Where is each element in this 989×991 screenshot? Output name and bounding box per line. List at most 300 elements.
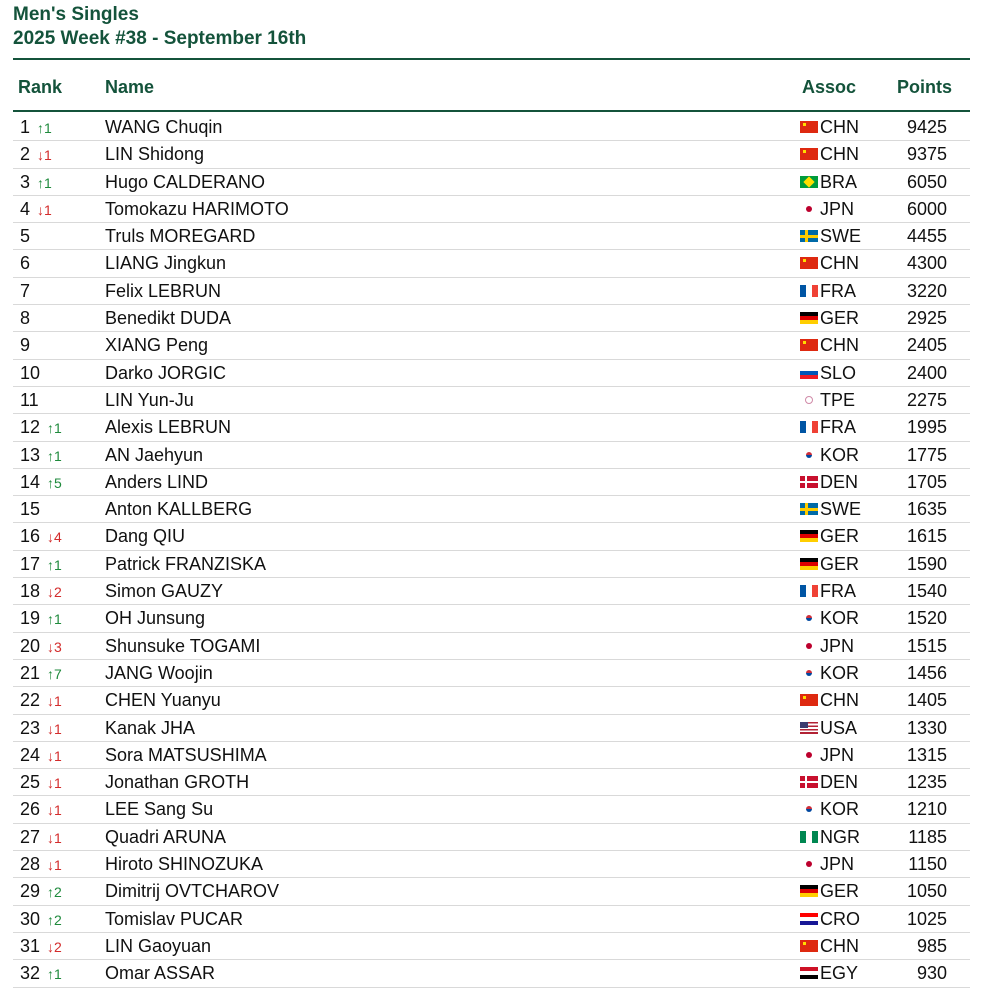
arrow-glyph: ↑ bbox=[37, 120, 45, 136]
points-cell: 1025 bbox=[906, 908, 947, 929]
table-row[interactable] bbox=[13, 551, 970, 578]
rank-change-value: 1 bbox=[54, 829, 62, 846]
table-row[interactable] bbox=[13, 578, 970, 605]
points-cell: 930 bbox=[916, 963, 947, 984]
rank-cell bbox=[20, 660, 62, 687]
assoc-code: CHN bbox=[820, 117, 859, 137]
assoc-code: DEN bbox=[820, 772, 859, 793]
rank-number: 15 bbox=[20, 499, 41, 520]
rank-cell bbox=[20, 196, 52, 223]
rank-change-value: 1 bbox=[54, 420, 62, 437]
rank-number: 1 bbox=[20, 117, 31, 137]
rank-cell bbox=[20, 169, 52, 196]
assoc-code: NGR bbox=[820, 826, 860, 847]
rank-cell bbox=[20, 360, 40, 386]
player-name-link[interactable]: Anders LIND bbox=[105, 471, 209, 492]
rank-change-value: 2 bbox=[54, 938, 62, 955]
page-subtitle: 2025 Week #38 - September 16th bbox=[13, 28, 307, 49]
rank-change-value: 1 bbox=[54, 775, 62, 792]
rank-change-value: 7 bbox=[54, 665, 62, 682]
assoc-code: CHN bbox=[820, 935, 859, 956]
table-row[interactable] bbox=[13, 933, 970, 960]
assoc-cell bbox=[800, 769, 858, 795]
rank-cell bbox=[20, 414, 62, 441]
rank-number: 21 bbox=[20, 662, 41, 683]
kor-flag-icon bbox=[800, 667, 818, 679]
assoc-code: CHN bbox=[820, 144, 859, 165]
points-cell: 2400 bbox=[906, 362, 947, 383]
fra-flag-icon bbox=[800, 585, 818, 597]
rank-cell bbox=[20, 796, 62, 823]
points-cell: 1775 bbox=[906, 444, 947, 465]
table-row[interactable] bbox=[13, 960, 970, 987]
player-name-link[interactable]: Anton KALLBERG bbox=[105, 499, 253, 520]
points-cell: 1150 bbox=[908, 854, 947, 875]
rank-cell bbox=[20, 605, 62, 632]
assoc-cell bbox=[800, 605, 859, 631]
table-row[interactable] bbox=[13, 332, 970, 359]
table-row[interactable] bbox=[13, 114, 970, 141]
assoc-code: FRA bbox=[820, 417, 856, 438]
assoc-cell bbox=[800, 742, 854, 768]
arrow-glyph: ↓ bbox=[47, 747, 55, 764]
rank-number: 31 bbox=[20, 935, 41, 956]
table-row[interactable] bbox=[13, 469, 970, 496]
assoc-cell bbox=[800, 305, 859, 331]
rank-down-icon bbox=[37, 202, 52, 218]
assoc-code: GER bbox=[820, 881, 860, 902]
table-row[interactable] bbox=[13, 523, 970, 550]
rank-cell bbox=[20, 387, 39, 413]
ger-flag-icon bbox=[800, 312, 818, 324]
rank-number: 16 bbox=[20, 526, 41, 547]
ranking-table-body bbox=[13, 114, 970, 988]
rank-cell bbox=[20, 332, 30, 358]
arrow-glyph: ↓ bbox=[47, 857, 55, 874]
rank-up-icon bbox=[47, 666, 62, 682]
player-name-link[interactable]: Quadri ARUNA bbox=[105, 826, 227, 847]
rank-number: 26 bbox=[20, 799, 41, 820]
rank-up-icon bbox=[47, 475, 62, 491]
column-header-points[interactable]: Points bbox=[897, 77, 953, 97]
rank-up-icon bbox=[47, 912, 62, 928]
jpn-flag-icon bbox=[800, 203, 818, 215]
assoc-code: KOR bbox=[820, 662, 860, 683]
rank-up-icon bbox=[47, 448, 62, 464]
points-cell: 1235 bbox=[906, 772, 947, 793]
rank-down-icon bbox=[47, 775, 62, 791]
assoc-code: SWE bbox=[820, 499, 862, 520]
rank-up-icon bbox=[37, 120, 52, 136]
assoc-code: CRO bbox=[820, 908, 860, 929]
assoc-cell bbox=[800, 469, 858, 495]
jpn-flag-icon bbox=[800, 640, 818, 652]
column-header-assoc[interactable]: Assoc bbox=[802, 77, 857, 97]
rank-cell bbox=[20, 250, 30, 276]
assoc-code: JPN bbox=[820, 744, 855, 765]
assoc-code: SWE bbox=[820, 226, 862, 247]
assoc-cell bbox=[800, 633, 854, 659]
points-cell: 2275 bbox=[906, 389, 947, 410]
rank-number: 13 bbox=[20, 444, 41, 465]
player-name-link[interactable]: Dimitrij OVTCHAROV bbox=[105, 881, 279, 902]
rank-number: 23 bbox=[20, 717, 41, 738]
assoc-cell bbox=[800, 250, 859, 276]
table-row[interactable] bbox=[13, 169, 970, 196]
table-row[interactable] bbox=[13, 633, 970, 660]
rank-cell bbox=[20, 223, 30, 249]
assoc-code: JPN bbox=[820, 854, 855, 875]
arrow-glyph: ↑ bbox=[37, 174, 45, 191]
rank-number: 32 bbox=[20, 963, 41, 984]
rank-change-value: 2 bbox=[54, 911, 62, 928]
table-row[interactable] bbox=[13, 414, 970, 441]
rank-number: 6 bbox=[20, 253, 31, 274]
assoc-cell bbox=[800, 687, 859, 713]
arrow-glyph: ↓ bbox=[47, 720, 55, 737]
player-name-link[interactable]: XIANG Peng bbox=[105, 335, 209, 356]
swe-flag-icon bbox=[800, 503, 818, 515]
player-name-link[interactable]: LIN Gaoyuan bbox=[105, 935, 212, 956]
rank-cell bbox=[20, 442, 62, 469]
points-cell: 1315 bbox=[906, 744, 947, 765]
rank-change-value: 5 bbox=[54, 474, 62, 491]
fra-flag-icon bbox=[800, 285, 818, 297]
table-row[interactable] bbox=[13, 851, 970, 878]
arrow-glyph: ↑ bbox=[47, 556, 55, 573]
points-cell: 1540 bbox=[906, 581, 947, 602]
points-cell: 2405 bbox=[906, 335, 947, 356]
assoc-code: JPN bbox=[820, 198, 855, 219]
rank-cell bbox=[20, 960, 62, 987]
chn-flag-icon bbox=[800, 339, 818, 351]
rank-cell bbox=[20, 469, 62, 496]
player-name-link[interactable]: Shunsuke TOGAMI bbox=[105, 635, 261, 656]
player-name-link[interactable]: Alexis LEBRUN bbox=[105, 417, 232, 438]
player-name-link[interactable]: JANG Woojin bbox=[105, 662, 213, 683]
assoc-cell bbox=[800, 824, 860, 850]
rank-number: 24 bbox=[20, 744, 41, 765]
table-row[interactable] bbox=[13, 742, 970, 769]
points-cell: 4300 bbox=[906, 253, 947, 274]
header-divider bbox=[13, 58, 970, 60]
kor-flag-icon bbox=[800, 449, 818, 461]
assoc-cell bbox=[800, 169, 857, 195]
points-cell: 1405 bbox=[906, 690, 947, 711]
rank-cell bbox=[20, 578, 62, 605]
assoc-cell bbox=[800, 196, 854, 222]
rank-number: 14 bbox=[20, 471, 41, 492]
assoc-cell bbox=[800, 114, 859, 140]
arrow-glyph: ↑ bbox=[47, 474, 55, 491]
rank-number: 19 bbox=[20, 608, 41, 629]
points-cell: 1050 bbox=[906, 881, 947, 902]
arrow-glyph: ↑ bbox=[47, 611, 55, 628]
table-row[interactable] bbox=[13, 906, 970, 933]
ranking-page bbox=[0, 0, 989, 51]
assoc-code: FRA bbox=[820, 581, 856, 602]
table-row[interactable] bbox=[13, 223, 970, 250]
points-cell: 1520 bbox=[906, 608, 947, 629]
points-cell: 1210 bbox=[906, 799, 947, 820]
points-cell: 1330 bbox=[906, 717, 947, 738]
arrow-glyph: ↑ bbox=[47, 911, 55, 928]
rank-change-value: 1 bbox=[54, 802, 62, 819]
player-name-link[interactable]: Dang QIU bbox=[105, 526, 186, 547]
rank-down-icon bbox=[47, 529, 62, 545]
assoc-code: KOR bbox=[820, 608, 860, 629]
assoc-code: GER bbox=[820, 308, 860, 329]
points-cell: 1615 bbox=[906, 526, 947, 547]
rank-change-value: 1 bbox=[44, 147, 52, 164]
player-name-link[interactable]: AN Jaehyun bbox=[105, 444, 204, 465]
table-row[interactable] bbox=[13, 660, 970, 687]
arrow-glyph: ↓ bbox=[47, 938, 55, 955]
player-name-link[interactable]: WANG Chuqin bbox=[105, 117, 223, 137]
arrow-glyph: ↑ bbox=[47, 884, 55, 901]
assoc-code: USA bbox=[820, 717, 858, 738]
rank-down-icon bbox=[47, 584, 62, 600]
rank-change-value: 1 bbox=[44, 120, 52, 136]
rank-number: 29 bbox=[20, 881, 41, 902]
arrow-glyph: ↑ bbox=[47, 966, 55, 983]
ger-flag-icon bbox=[800, 530, 818, 542]
points-cell: 4455 bbox=[906, 226, 947, 247]
fra-flag-icon bbox=[800, 421, 818, 433]
kor-flag-icon bbox=[800, 612, 818, 624]
table-header bbox=[13, 62, 970, 112]
assoc-cell bbox=[800, 851, 854, 877]
column-header-name[interactable]: Name bbox=[105, 77, 155, 97]
table-row[interactable] bbox=[13, 496, 970, 523]
assoc-cell bbox=[800, 660, 859, 686]
rank-cell bbox=[20, 278, 30, 304]
rank-cell bbox=[20, 933, 62, 960]
player-name-link[interactable]: LIN Yun-Ju bbox=[105, 389, 194, 410]
points-cell: 1635 bbox=[906, 499, 947, 520]
player-name-link[interactable]: Omar ASSAR bbox=[105, 963, 216, 984]
assoc-code: GER bbox=[820, 553, 860, 574]
rank-cell bbox=[20, 878, 62, 905]
table-row[interactable] bbox=[13, 250, 970, 277]
table-row[interactable] bbox=[13, 605, 970, 632]
assoc-code: EGY bbox=[820, 963, 859, 984]
rank-change-value: 1 bbox=[54, 447, 62, 464]
assoc-code: DEN bbox=[820, 471, 859, 492]
assoc-code: BRA bbox=[820, 171, 858, 192]
rank-number: 12 bbox=[20, 417, 41, 438]
rank-down-icon bbox=[47, 693, 62, 709]
ngr-flag-icon bbox=[800, 831, 818, 843]
rank-number: 9 bbox=[20, 335, 31, 356]
chn-flag-icon bbox=[800, 940, 818, 952]
assoc-cell bbox=[800, 933, 859, 959]
table-row[interactable] bbox=[13, 141, 970, 168]
table-row[interactable] bbox=[13, 796, 970, 823]
arrow-glyph: ↓ bbox=[47, 829, 55, 846]
rank-number: 25 bbox=[20, 772, 41, 793]
points-cell: 9375 bbox=[906, 144, 947, 165]
player-name-link[interactable]: Tomokazu HARIMOTO bbox=[105, 198, 289, 219]
player-name-link[interactable]: Kanak JHA bbox=[105, 717, 196, 738]
table-row[interactable] bbox=[13, 196, 970, 223]
rank-cell bbox=[20, 496, 40, 522]
rank-cell bbox=[20, 551, 62, 578]
rank-up-icon bbox=[47, 884, 62, 900]
bra-flag-icon bbox=[800, 176, 818, 188]
rank-cell bbox=[20, 769, 62, 796]
player-name-link[interactable]: Truls MOREGARD bbox=[105, 226, 256, 247]
rank-number: 7 bbox=[20, 280, 31, 301]
points-cell: 1995 bbox=[906, 417, 947, 438]
table-row[interactable] bbox=[13, 687, 970, 714]
player-name-link[interactable]: OH Junsung bbox=[105, 608, 206, 629]
rank-number: 28 bbox=[20, 854, 41, 875]
table-row[interactable] bbox=[13, 824, 970, 851]
assoc-cell bbox=[800, 360, 856, 386]
player-name-link[interactable]: CHEN Yuanyu bbox=[105, 690, 221, 711]
rank-cell bbox=[20, 633, 62, 660]
rank-change-value: 1 bbox=[54, 747, 62, 764]
points-cell: 6000 bbox=[906, 198, 947, 219]
chn-flag-icon bbox=[800, 121, 818, 133]
assoc-cell bbox=[800, 223, 861, 249]
rank-number: 2 bbox=[20, 144, 31, 165]
rank-change-value: 2 bbox=[54, 884, 62, 901]
arrow-glyph: ↓ bbox=[47, 529, 55, 546]
assoc-cell bbox=[800, 523, 859, 549]
rank-number: 20 bbox=[20, 635, 41, 656]
swe-flag-icon bbox=[800, 230, 818, 242]
rank-cell bbox=[20, 305, 30, 331]
player-name-link[interactable]: Felix LEBRUN bbox=[105, 280, 222, 301]
rank-number: 8 bbox=[20, 308, 31, 329]
cro-flag-icon bbox=[800, 913, 818, 925]
points-cell: 1456 bbox=[906, 662, 947, 683]
rank-cell bbox=[20, 687, 62, 714]
assoc-code: SLO bbox=[820, 362, 857, 383]
rank-cell bbox=[20, 742, 62, 769]
player-name-link[interactable]: Simon GAUZY bbox=[105, 581, 224, 602]
assoc-cell bbox=[800, 332, 859, 358]
arrow-glyph: ↑ bbox=[47, 420, 55, 437]
arrow-glyph: ↓ bbox=[47, 693, 55, 710]
rank-up-icon bbox=[47, 966, 62, 982]
rank-number: 11 bbox=[20, 389, 39, 410]
rank-cell bbox=[20, 906, 62, 933]
usa-flag-icon bbox=[800, 722, 818, 734]
rank-number: 4 bbox=[20, 198, 31, 219]
table-row[interactable] bbox=[13, 878, 970, 905]
assoc-code: GER bbox=[820, 526, 860, 547]
rank-change-value: 1 bbox=[44, 174, 52, 191]
jpn-flag-icon bbox=[800, 749, 818, 761]
rank-up-icon bbox=[47, 557, 62, 573]
player-name-link[interactable]: Darko JORGIC bbox=[105, 362, 227, 383]
rank-cell bbox=[20, 851, 62, 878]
assoc-cell bbox=[800, 796, 859, 822]
rank-up-icon bbox=[47, 611, 62, 627]
player-name-link[interactable]: LEE Sang Su bbox=[105, 799, 214, 820]
table-row[interactable] bbox=[13, 387, 970, 414]
chn-flag-icon bbox=[800, 694, 818, 706]
rank-change-value: 1 bbox=[44, 201, 52, 218]
points-cell: 1590 bbox=[906, 553, 947, 574]
arrow-glyph: ↓ bbox=[47, 775, 55, 792]
assoc-code: JPN bbox=[820, 635, 855, 656]
rank-cell bbox=[20, 114, 52, 141]
table-row[interactable] bbox=[13, 769, 970, 796]
kor-flag-icon bbox=[800, 803, 818, 815]
rank-number: 3 bbox=[20, 171, 31, 192]
rank-number: 22 bbox=[20, 690, 41, 711]
rank-change-value: 1 bbox=[54, 611, 62, 628]
rank-change-value: 1 bbox=[54, 857, 62, 874]
table-row[interactable] bbox=[13, 305, 970, 332]
chn-flag-icon bbox=[800, 148, 818, 160]
arrow-glyph: ↓ bbox=[37, 147, 45, 164]
rank-down-icon bbox=[47, 939, 62, 955]
player-name-link[interactable]: Patrick FRANZISKA bbox=[105, 553, 267, 574]
assoc-cell bbox=[800, 715, 857, 741]
assoc-cell bbox=[800, 442, 859, 468]
table-row[interactable] bbox=[13, 360, 970, 387]
table-row[interactable] bbox=[13, 715, 970, 742]
rank-change-value: 1 bbox=[54, 693, 62, 710]
assoc-code: FRA bbox=[820, 280, 856, 301]
arrow-glyph: ↓ bbox=[47, 584, 55, 601]
page-title: Men's Singles bbox=[13, 4, 139, 25]
player-name-link[interactable]: Tomislav PUCAR bbox=[105, 908, 244, 929]
table-row[interactable] bbox=[13, 278, 970, 305]
column-header-rank[interactable]: Rank bbox=[18, 77, 63, 97]
assoc-cell bbox=[800, 387, 855, 413]
points-cell: 9425 bbox=[906, 117, 947, 137]
arrow-glyph: ↓ bbox=[47, 802, 55, 819]
rank-number: 18 bbox=[20, 581, 41, 602]
points-cell: 2925 bbox=[906, 308, 947, 329]
assoc-cell bbox=[800, 551, 859, 577]
ger-flag-icon bbox=[800, 558, 818, 570]
assoc-code: CHN bbox=[820, 335, 859, 356]
rank-down-icon bbox=[47, 857, 62, 873]
assoc-code: CHN bbox=[820, 253, 859, 274]
arrow-glyph: ↑ bbox=[47, 665, 55, 682]
rank-change-value: 1 bbox=[54, 966, 62, 983]
assoc-code: CHN bbox=[820, 690, 859, 711]
tpe-flag-icon bbox=[800, 394, 818, 406]
player-name-link[interactable]: Hiroto SHINOZUKA bbox=[105, 854, 264, 875]
player-name-link[interactable]: Jonathan GROTH bbox=[105, 772, 250, 793]
player-name-link[interactable]: LIANG Jingkun bbox=[105, 253, 227, 274]
assoc-cell bbox=[800, 414, 856, 440]
rank-cell bbox=[20, 824, 62, 851]
player-name-link[interactable]: LIN Shidong bbox=[105, 144, 205, 165]
player-name-link[interactable]: Hugo CALDERANO bbox=[105, 171, 266, 192]
points-cell: 1515 bbox=[906, 635, 947, 656]
table-row[interactable] bbox=[13, 442, 970, 469]
den-flag-icon bbox=[800, 476, 818, 488]
player-name-link[interactable]: Sora MATSUSHIMA bbox=[105, 744, 267, 765]
rank-change-value: 4 bbox=[54, 529, 62, 546]
egy-flag-icon bbox=[800, 967, 818, 979]
rank-down-icon bbox=[47, 721, 62, 737]
player-name-link[interactable]: Benedikt DUDA bbox=[105, 308, 232, 329]
points-cell: 1705 bbox=[906, 471, 947, 492]
rank-cell bbox=[20, 715, 62, 742]
rank-number: 17 bbox=[20, 553, 41, 574]
assoc-cell bbox=[800, 496, 861, 522]
